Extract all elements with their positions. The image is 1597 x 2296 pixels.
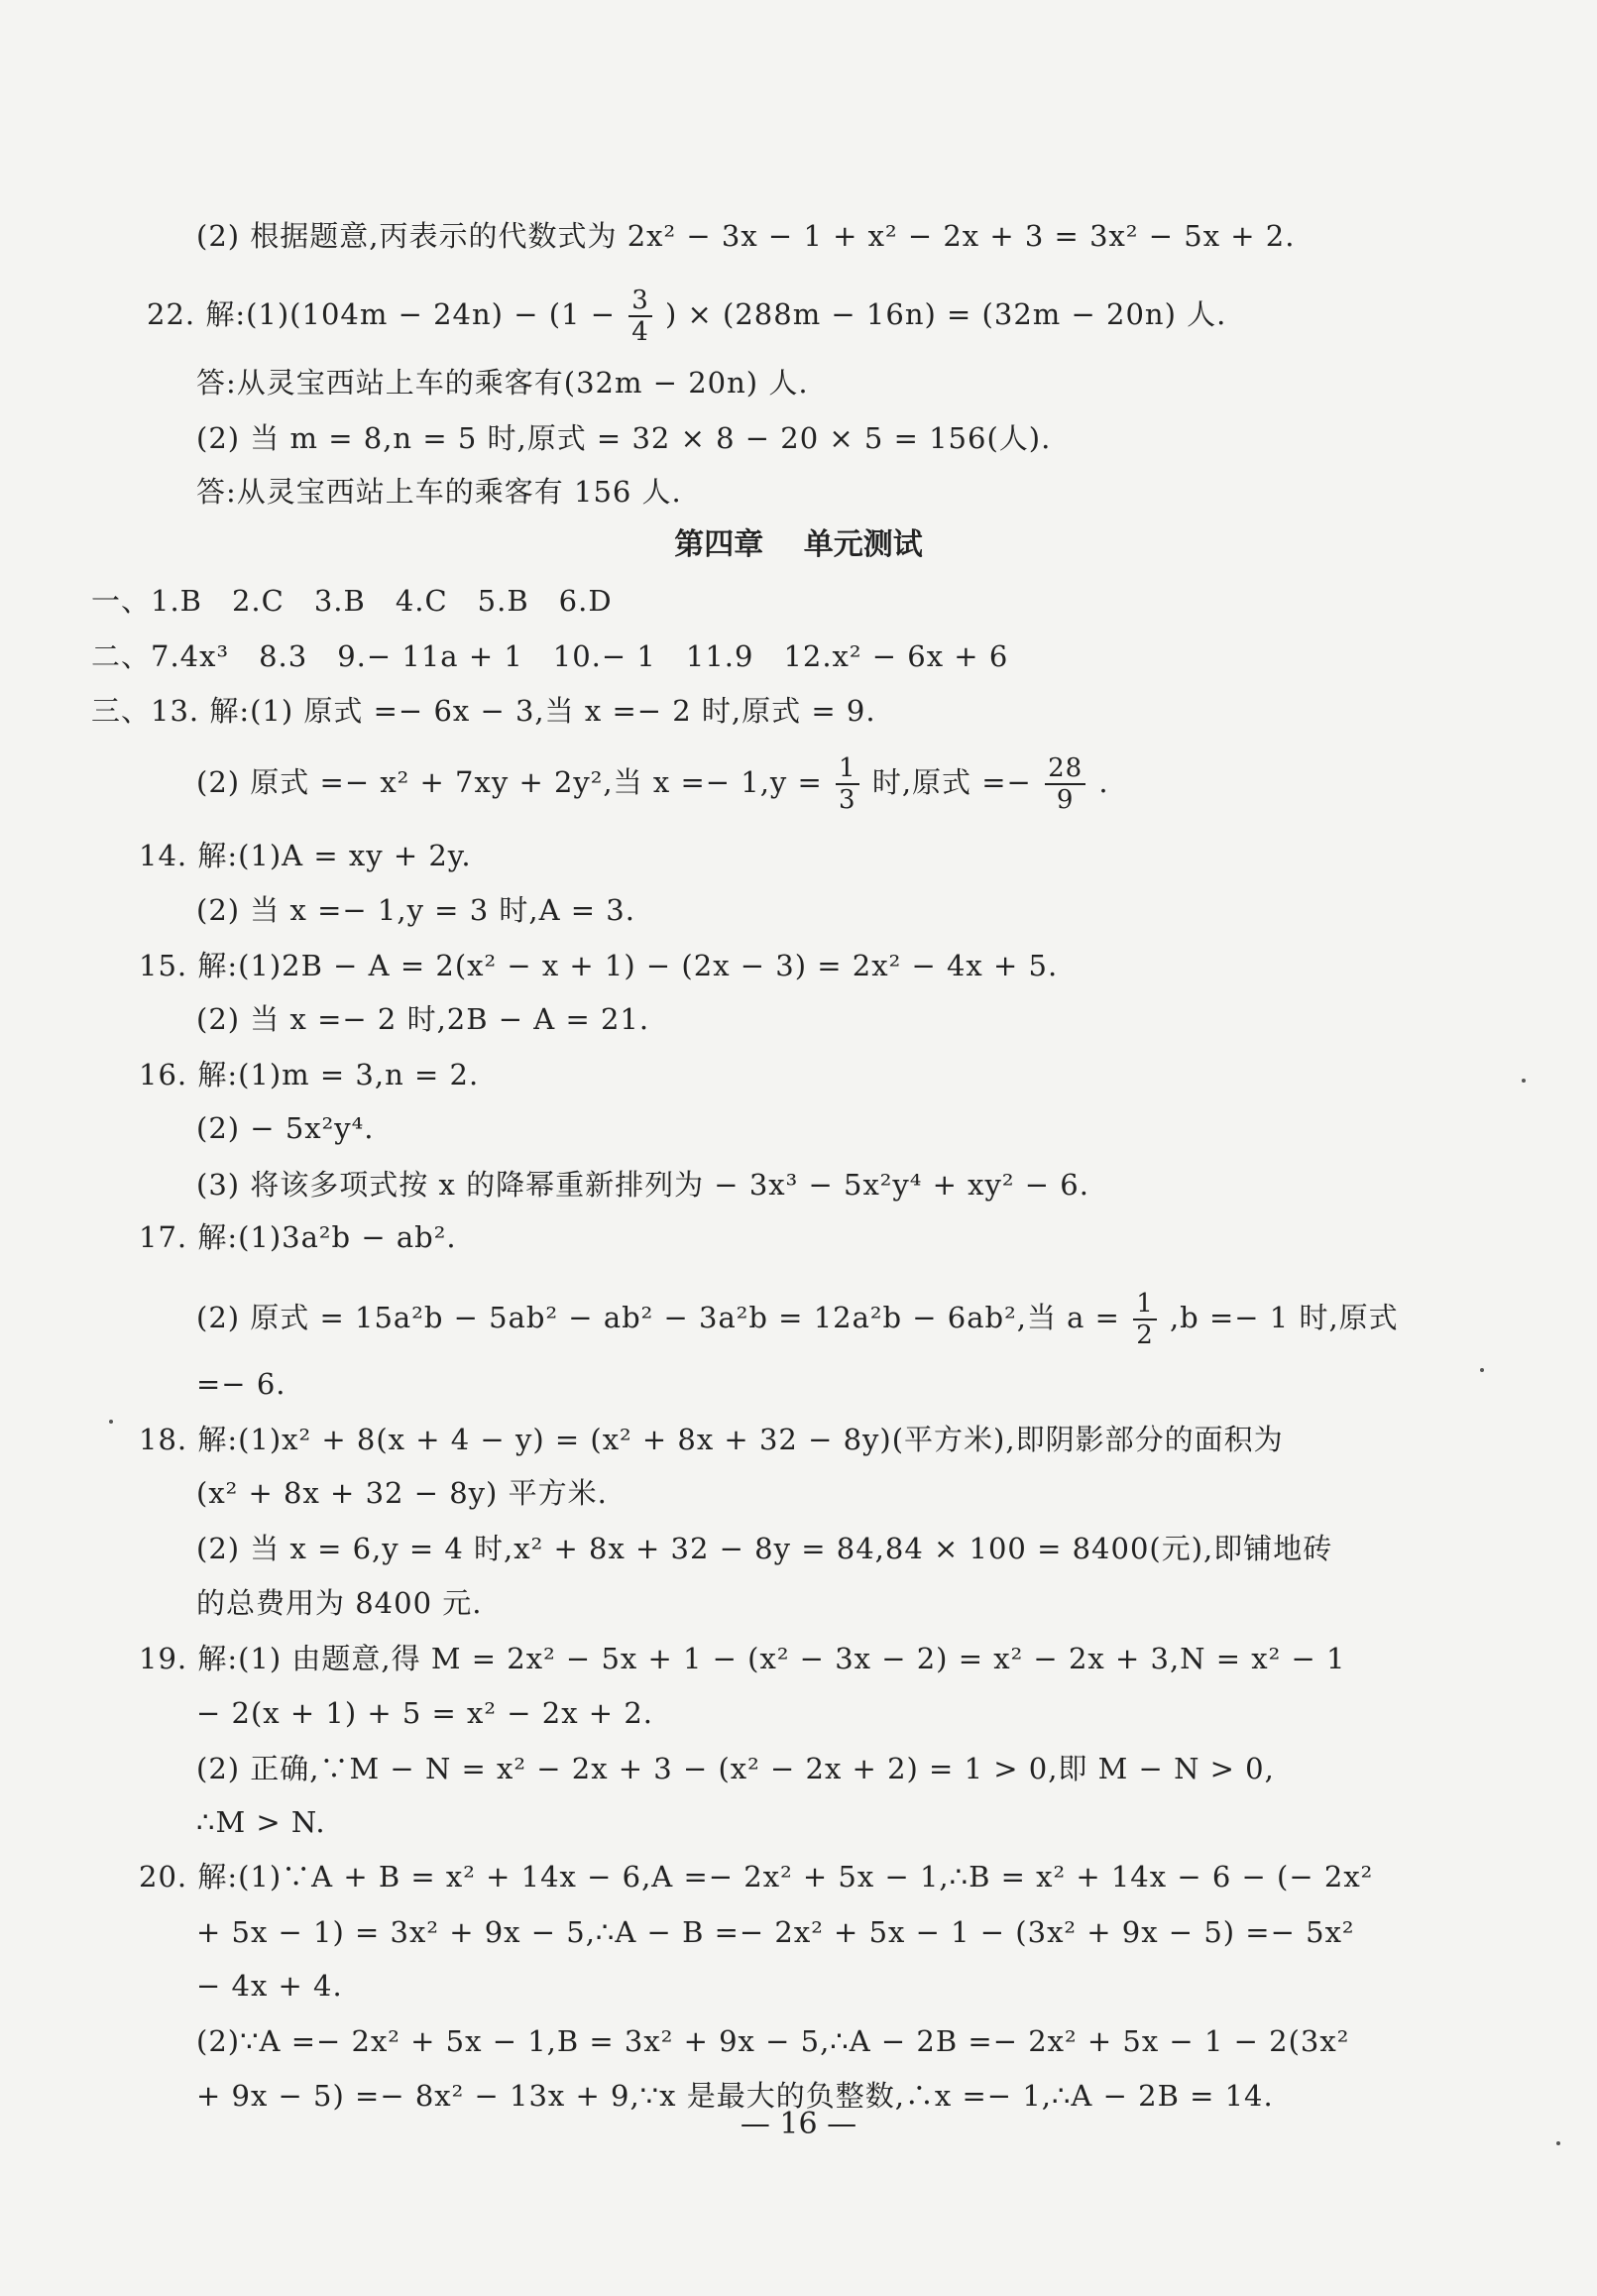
q17-text-post: ,b =− 1 时,原式 — [1169, 1301, 1399, 1334]
numerator: 1 — [1133, 1291, 1157, 1320]
fraction — [628, 287, 652, 345]
scan-speck — [1556, 2141, 1560, 2145]
q14-part1: 14. 解:(1)A = xy + 2y. — [139, 839, 472, 872]
q19-part4: ∴M > N. — [196, 1805, 326, 1839]
fraction — [1133, 1291, 1157, 1348]
q18-part3: (2) 当 x = 6,y = 4 时,x² + 8x + 32 − 8y = 84,84 × 100 = 8400(元),即铺地砖 — [196, 1532, 1333, 1565]
q22-text-pre: 22. 解:(1)(104m − 24n) − (1 − — [147, 297, 616, 331]
q15-part1: 15. 解:(1)2B − A = 2(x² − x + 1) − (2x − 3) = 2x² − 4x + 5. — [139, 949, 1059, 982]
q20-part1: 20. 解:(1)∵A + B = x² + 14x − 6,A =− 2x² + 5x − 1,∴B = x² + 14x − 6 − (− 2x² — [139, 1860, 1374, 1894]
q13-text-post: . — [1098, 765, 1109, 799]
numerator: 1 — [836, 755, 859, 785]
q22-text-post: ) × (288m − 16n) = (32m − 20n) 人. — [664, 297, 1227, 331]
chapter-title: 第四章 单元测试 — [674, 527, 923, 562]
q18-part4: 的总费用为 8400 元. — [196, 1586, 483, 1620]
q14-part2: (2) 当 x =− 1,y = 3 时,A = 3. — [196, 893, 635, 927]
q19-part1: 19. 解:(1) 由题意,得 M = 2x² − 5x + 1 − (x² − 3x − 2) = x² − 2x + 3,N = x² − 1 — [139, 1642, 1346, 1675]
q13-text-mid: 时,原式 =− — [871, 765, 1032, 799]
q22-line1 — [147, 287, 1226, 345]
q20-part5: + 9x − 5) =− 8x² − 13x + 9,∵x 是最大的负整数,∴x =− 1,∴A − 2B = 14. — [196, 2079, 1274, 2113]
scan-speck — [1522, 1079, 1526, 1083]
q20-part4: (2)∵A =− 2x² + 5x − 1,B = 3x² + 9x − 5,∴A − 2B =− 2x² + 5x − 1 − 2(3x² — [196, 2024, 1350, 2058]
denominator: 2 — [1136, 1320, 1154, 1350]
numerator: 3 — [628, 287, 652, 317]
q22-part2: (2) 当 m = 8,n = 5 时,原式 = 32 × 8 − 20 × 5 = 156(人). — [196, 421, 1052, 455]
q19-part2: − 2(x + 1) + 5 = x² − 2x + 2. — [196, 1696, 653, 1730]
q13-text-pre: (2) 原式 =− x² + 7xy + 2y²,当 x =− 1,y = — [196, 765, 823, 799]
q17-part3: =− 6. — [196, 1367, 286, 1401]
q20-part3: − 4x + 4. — [196, 1969, 343, 2003]
denominator: 3 — [839, 785, 856, 815]
q17-text-pre: (2) 原式 = 15a²b − 5ab² − ab² − 3a²b = 12a²b − 6ab²,当 a = — [196, 1301, 1120, 1334]
q19-part3: (2) 正确,∵M − N = x² − 2x + 3 − (x² − 2x + 2) = 1 > 0,即 M − N > 0, — [196, 1752, 1275, 1785]
section-fill: 二、7.4x³ 8.3 9.− 11a + 1 10.− 1 11.9 12.x² − 6x + 6 — [91, 639, 1009, 673]
q16-part3: (3) 将该多项式按 x 的降幂重新排列为 − 3x³ − 5x²y⁴ + xy² − 6. — [196, 1168, 1089, 1202]
q13-part2 — [196, 755, 1109, 813]
section-choice: 一、1.B 2.C 3.B 4.C 5.B 6.D — [91, 584, 613, 618]
fraction — [836, 755, 859, 813]
numerator: 28 — [1045, 755, 1085, 785]
q16-part1: 16. 解:(1)m = 3,n = 2. — [139, 1058, 480, 1091]
q17-part1: 17. 解:(1)3a²b − ab². — [139, 1220, 457, 1254]
page-number: — 16 — — [740, 2107, 857, 2141]
q15-part2: (2) 当 x =− 2 时,2B − A = 21. — [196, 1002, 650, 1036]
q22-answer1: 答:从灵宝西站上车的乘客有(32m − 20n) 人. — [196, 366, 809, 400]
fraction — [1045, 755, 1085, 813]
answer-line: (2) 根据题意,丙表示的代数式为 2x² − 3x − 1 + x² − 2x + 3 = 3x² − 5x + 2. — [196, 219, 1296, 253]
q17-part2 — [196, 1291, 1399, 1348]
scan-speck — [109, 1420, 113, 1424]
q18-part1: 18. 解:(1)x² + 8(x + 4 − y) = (x² + 8x + 32 − 8y)(平方米),即阴影部分的面积为 — [139, 1423, 1284, 1456]
q16-part2: (2) − 5x²y⁴. — [196, 1111, 375, 1145]
q22-answer2: 答:从灵宝西站上车的乘客有 156 人. — [196, 475, 682, 509]
q20-part2: + 5x − 1) = 3x² + 9x − 5,∴A − B =− 2x² + 5x − 1 − (3x² + 9x − 5) =− 5x² — [196, 1915, 1355, 1949]
q18-part2: (x² + 8x + 32 − 8y) 平方米. — [196, 1476, 608, 1510]
q13-part1: 三、13. 解:(1) 原式 =− 6x − 3,当 x =− 2 时,原式 = 9. — [91, 694, 876, 728]
scan-speck — [1480, 1368, 1484, 1372]
denominator: 4 — [631, 317, 649, 347]
denominator: 9 — [1056, 785, 1075, 815]
